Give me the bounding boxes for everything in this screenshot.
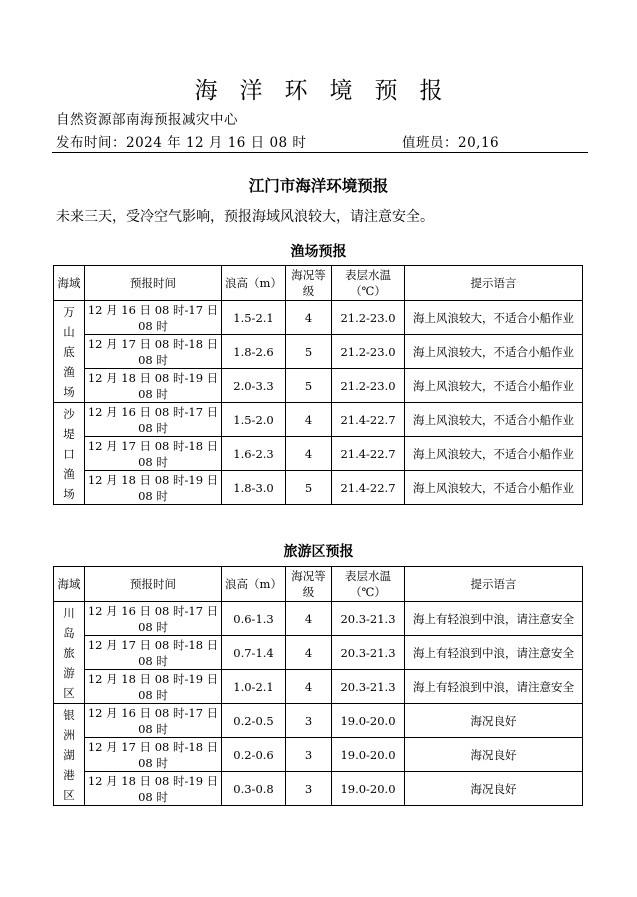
- duty-officer: 值班员：20,16: [402, 135, 500, 151]
- surface-water-temp: 21.4-22.7: [332, 403, 405, 437]
- advisory-text: 海上风浪较大，不适合小船作业: [405, 301, 583, 335]
- col-header-tip: 提示语言: [405, 567, 583, 602]
- advisory-text: 海况良好: [405, 772, 583, 806]
- table-row: [54, 369, 583, 403]
- surface-water-temp: 19.0-20.0: [332, 704, 405, 738]
- wave-height: 0.3-0.8: [222, 772, 286, 806]
- sea-state-level: 4: [286, 636, 332, 670]
- sea-state-level: 4: [286, 602, 332, 636]
- advisory-text: 海上风浪较大，不适合小船作业: [405, 403, 583, 437]
- forecast-time: 12 月 16 日 08 时-17 日 08 时: [85, 602, 222, 636]
- forecast-title: 江门市海洋环境预报: [248, 177, 389, 195]
- table-row: [54, 301, 583, 335]
- wave-height: 0.7-1.4: [222, 636, 286, 670]
- surface-water-temp: 20.3-21.3: [332, 670, 405, 704]
- advisory-text: 海上风浪较大，不适合小船作业: [405, 471, 583, 505]
- col-header-time: 预报时间: [85, 266, 222, 301]
- wave-height: 1.0-2.1: [222, 670, 286, 704]
- table-row: [54, 772, 583, 806]
- col-header-wave: 浪高（m）: [222, 266, 286, 301]
- issuing-organization: 自然资源部南海预报减灾中心: [56, 112, 238, 128]
- advisory-text: 海上风浪较大，不适合小船作业: [405, 335, 583, 369]
- advisory-text: 海上风浪较大，不适合小船作业: [405, 437, 583, 471]
- advisory-text: 海上有轻浪到中浪，请注意安全: [405, 602, 583, 636]
- sea-state-level: 3: [286, 704, 332, 738]
- table-row: [54, 670, 583, 704]
- forecast-time: 12 月 17 日 08 时-18 日 08 时: [85, 335, 222, 369]
- table-header-row: [54, 567, 583, 602]
- advisory-text: 海上有轻浪到中浪，请注意安全: [405, 636, 583, 670]
- surface-water-temp: 19.0-20.0: [332, 738, 405, 772]
- table-row: [54, 704, 583, 738]
- table-row: [54, 437, 583, 471]
- sea-state-level: 5: [286, 335, 332, 369]
- fishing-section-title: 渔场预报: [290, 244, 347, 260]
- forecast-time: 12 月 16 日 08 时-17 日 08 时: [85, 301, 222, 335]
- forecast-time: 12 月 18 日 08 时-19 日 08 时: [85, 772, 222, 806]
- advisory-text: 海况良好: [405, 738, 583, 772]
- forecast-time: 12 月 16 日 08 时-17 日 08 时: [85, 704, 222, 738]
- sea-state-level: 4: [286, 670, 332, 704]
- sea-state-level: 5: [286, 369, 332, 403]
- forecast-time: 12 月 16 日 08 时-17 日 08 时: [85, 403, 222, 437]
- sea-state-level: 4: [286, 301, 332, 335]
- col-header-level: 海况等级: [286, 567, 332, 602]
- zone-name: 银洲湖港区: [54, 704, 85, 806]
- advisory-text: 海上有轻浪到中浪，请注意安全: [405, 670, 583, 704]
- forecast-time: 12 月 18 日 08 时-19 日 08 时: [85, 369, 222, 403]
- advisory-text: 海况良好: [405, 704, 583, 738]
- col-header-level: 海况等级: [286, 266, 332, 301]
- col-header-temp: 表层水温（℃）: [332, 266, 405, 301]
- forecast-summary: 未来三天，受冷空气影响，预报海域风浪较大，请注意安全。: [56, 209, 434, 225]
- col-header-wave: 浪高（m）: [222, 567, 286, 602]
- col-header-area: 海域: [54, 567, 85, 602]
- tourism-section-title: 旅游区预报: [283, 544, 354, 560]
- page-title: 海洋环境预报: [194, 78, 465, 104]
- sea-state-level: 4: [286, 437, 332, 471]
- advisory-text: 海上风浪较大，不适合小船作业: [405, 369, 583, 403]
- surface-water-temp: 20.3-21.3: [332, 636, 405, 670]
- wave-height: 1.8-2.6: [222, 335, 286, 369]
- wave-height: 1.5-2.1: [222, 301, 286, 335]
- fishing-forecast-table: [53, 265, 583, 505]
- surface-water-temp: 21.4-22.7: [332, 437, 405, 471]
- sea-state-level: 5: [286, 471, 332, 505]
- surface-water-temp: 20.3-21.3: [332, 602, 405, 636]
- table-row: [54, 335, 583, 369]
- forecast-time: 12 月 17 日 08 时-18 日 08 时: [85, 636, 222, 670]
- tourism-table-body: [54, 602, 583, 806]
- col-header-time: 预报时间: [85, 567, 222, 602]
- wave-height: 2.0-3.3: [222, 369, 286, 403]
- wave-height: 1.5-2.0: [222, 403, 286, 437]
- table-header-row: [54, 266, 583, 301]
- surface-water-temp: 21.2-23.0: [332, 335, 405, 369]
- wave-height: 1.6-2.3: [222, 437, 286, 471]
- forecast-time: 12 月 18 日 08 时-19 日 08 时: [85, 471, 222, 505]
- zone-name: 沙堤口渔场: [54, 403, 85, 505]
- table-row: [54, 738, 583, 772]
- sea-state-level: 3: [286, 772, 332, 806]
- header-divider: [52, 152, 588, 153]
- surface-water-temp: 21.2-23.0: [332, 301, 405, 335]
- wave-height: 0.2-0.6: [222, 738, 286, 772]
- col-header-tip: 提示语言: [405, 266, 583, 301]
- surface-water-temp: 19.0-20.0: [332, 772, 405, 806]
- wave-height: 1.8-3.0: [222, 471, 286, 505]
- sea-state-level: 3: [286, 738, 332, 772]
- fishing-table-body: [54, 301, 583, 505]
- table-row: [54, 471, 583, 505]
- table-row: [54, 602, 583, 636]
- forecast-time: 12 月 17 日 08 时-18 日 08 时: [85, 738, 222, 772]
- wave-height: 0.2-0.5: [222, 704, 286, 738]
- tourism-forecast-table: [53, 566, 583, 806]
- surface-water-temp: 21.4-22.7: [332, 471, 405, 505]
- wave-height: 0.6-1.3: [222, 602, 286, 636]
- surface-water-temp: 21.2-23.0: [332, 369, 405, 403]
- sea-state-level: 4: [286, 403, 332, 437]
- zone-name: 万山底渔场: [54, 301, 85, 403]
- forecast-time: 12 月 17 日 08 时-18 日 08 时: [85, 437, 222, 471]
- col-header-area: 海域: [54, 266, 85, 301]
- forecast-time: 12 月 18 日 08 时-19 日 08 时: [85, 670, 222, 704]
- publish-time: 发布时间：2024 年 12 月 16 日 08 时: [56, 135, 307, 151]
- table-row: [54, 636, 583, 670]
- table-row: [54, 403, 583, 437]
- zone-name: 川岛旅游区: [54, 602, 85, 704]
- col-header-temp: 表层水温（℃）: [332, 567, 405, 602]
